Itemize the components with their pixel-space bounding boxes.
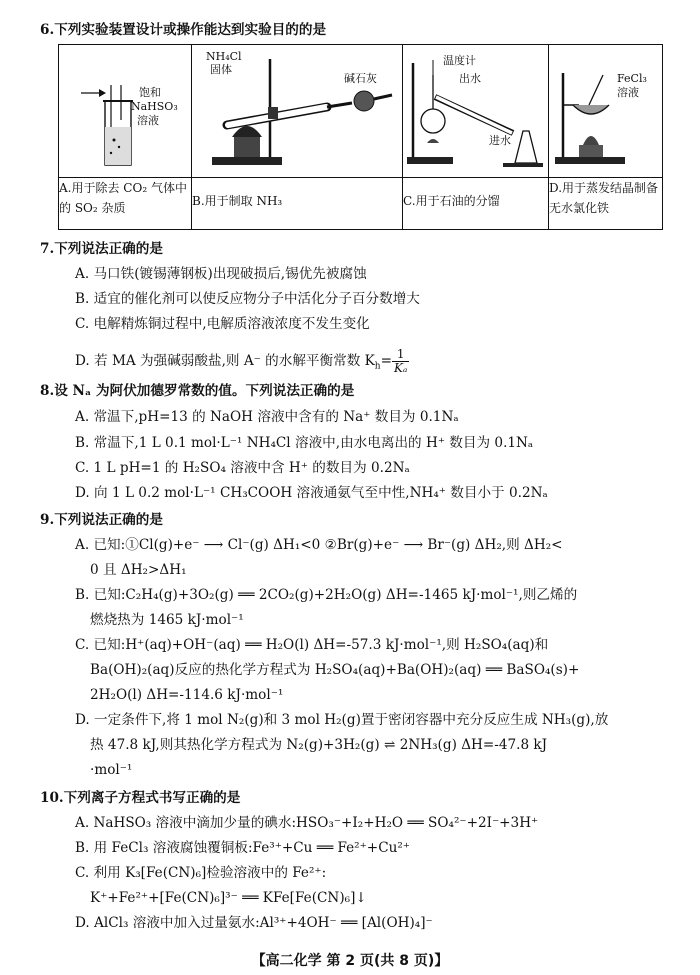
evaporation-figure bbox=[549, 45, 666, 174]
q10-option-d: D. AlCl₃ 溶液中加入过量氨水:Al³⁺+4OH⁻ ══ [Al(OH)₄]⁻ bbox=[75, 915, 433, 931]
q7-option-b: B. 适宜的催化剂可以使反应物分子中活化分子百分数增大 bbox=[75, 291, 420, 307]
q9-option-c-line1: C. 已知:H⁺(aq)+OH⁻(aq) ══ H₂O(l) ΔH=-57.3 kJ·mol⁻¹,则 H₂SO₄(aq)和 bbox=[75, 637, 549, 653]
q7-equals: = bbox=[380, 353, 392, 369]
q6-stem: 6.下列实验装置设计或操作能达到实验目的的是 bbox=[40, 22, 327, 38]
q7-option-c: C. 电解精炼铜过程中,电解质溶液浓度不发生变化 bbox=[75, 316, 370, 332]
label-water-out: 出水 bbox=[459, 72, 481, 85]
q9-option-b-line1: B. 已知:C₂H₄(g)+3O₂(g) ══ 2CO₂(g)+2H₂O(g) ΔH=-1465 kJ·mol⁻¹,则乙烯的 bbox=[75, 587, 578, 603]
label-solid: 固体 bbox=[210, 63, 232, 76]
label-nahso3: NaHSO₃ bbox=[131, 100, 178, 113]
caption-a: A.用于除去 CO₂ 气体中的 SO₂ 杂质 bbox=[59, 178, 192, 230]
q9-option-b-line2: 燃烧热为 1465 kJ·mol⁻¹ bbox=[90, 612, 244, 628]
q7-stem: 7.下列说法正确的是 bbox=[40, 241, 163, 257]
figure-a-cell bbox=[59, 45, 192, 178]
q10-option-a: A. NaHSO₃ 溶液中滴加少量的碘水:HSO₃⁻+I₂+H₂O ══ SO₄²⁻+2I⁻+3H⁺ bbox=[75, 815, 539, 831]
figure-a bbox=[59, 45, 191, 174]
label-fecl3: FeCl₃ bbox=[617, 72, 647, 85]
figure-b-cell bbox=[192, 45, 403, 178]
q7-fraction bbox=[392, 348, 409, 375]
q9-option-a-line1: A. 已知:①Cl(g)+e⁻ ⟶ Cl⁻(g) ΔH₁<0 ②Br(g)+e⁻ ⟶ Br⁻(g) ΔH₂,则 ΔH₂< bbox=[75, 537, 563, 553]
q9-option-c-line3: 2H₂O(l) ΔH=-114.6 kJ·mol⁻¹ bbox=[90, 687, 284, 703]
figure-d bbox=[549, 45, 662, 174]
q10-option-c-line1: C. 利用 K₃[Fe(CN)₆]检验溶液中的 Fe²⁺: bbox=[75, 865, 327, 881]
figure-d-cell bbox=[549, 45, 663, 178]
q7-fraction-denominator: Kₐ bbox=[393, 361, 408, 375]
caption-d: D.用于蒸发结晶制备无水氯化铁 bbox=[549, 178, 663, 230]
page-footer: 【高二化学 第 2 页(共 8 页)】 bbox=[251, 953, 449, 969]
q8-option-c: C. 1 L pH=1 的 H₂SO₄ 溶液中含 H⁺ 的数目为 0.2Nₐ bbox=[75, 460, 410, 476]
label-fecl3-solution: 溶液 bbox=[617, 86, 639, 99]
q8-option-b: B. 常温下,1 L 0.1 mol·L⁻¹ NH₄Cl 溶液中,由水电离出的 H⁺ 数目为 0.1Nₐ bbox=[75, 435, 534, 451]
figure-c-cell bbox=[403, 45, 549, 178]
q8-option-a: A. 常温下,pH=13 的 NaOH 溶液中含有的 Na⁺ 数目为 0.1Nₐ bbox=[75, 409, 459, 425]
label-solution: 溶液 bbox=[137, 114, 159, 127]
figure-b bbox=[192, 45, 402, 174]
q8-option-d: D. 向 1 L 0.2 mol·L⁻¹ CH₃COOH 溶液通氨气至中性,NH₄⁺ 数目小于 0.2Nₐ bbox=[75, 485, 548, 501]
q7-option-d-text: D. 若 MA 为强碱弱酸盐,则 A⁻ 的水解平衡常数 K bbox=[75, 353, 375, 369]
caption-b: B.用于制取 NH₃ bbox=[192, 178, 403, 230]
figure-c bbox=[403, 45, 548, 174]
label-water-in: 进水 bbox=[489, 134, 511, 147]
q8-stem: 8.设 Nₐ 为阿伏加德罗常数的值。下列说法正确的是 bbox=[40, 383, 355, 399]
q10-stem: 10.下列离子方程式书写正确的是 bbox=[40, 790, 241, 806]
label-soda-lime: 碱石灰 bbox=[344, 72, 377, 85]
label-thermometer: 温度计 bbox=[443, 54, 476, 67]
caption-c: C.用于石油的分馏 bbox=[403, 178, 549, 230]
label-saturated: 饱和 bbox=[139, 86, 161, 99]
q9-option-d-line3: ·mol⁻¹ bbox=[90, 762, 133, 778]
q9-option-c-line2: Ba(OH)₂(aq)反应的热化学方程式为 H₂SO₄(aq)+Ba(OH)₂(aq) ══ BaSO₄(s)+ bbox=[90, 662, 580, 678]
q7-option-d bbox=[75, 348, 409, 376]
q7-kh-subscript: h bbox=[374, 361, 381, 372]
q9-option-a-line2: 0 且 ΔH₂>ΔH₁ bbox=[90, 562, 187, 578]
q9-option-d-line1: D. 一定条件下,将 1 mol N₂(g)和 3 mol H₂(g)置于密闭容器中充分反应生成 NH₃(g),放 bbox=[75, 712, 609, 728]
experiment-table bbox=[58, 44, 663, 230]
q9-option-d-line2: 热 47.8 kJ,则其热化学方程式为 N₂(g)+3H₂(g) ⇌ 2NH₃(g) ΔH=-47.8 kJ bbox=[90, 737, 548, 753]
label-nh4cl: NH₄Cl bbox=[206, 50, 242, 63]
q9-stem: 9.下列说法正确的是 bbox=[40, 512, 163, 528]
q10-option-b: B. 用 FeCl₃ 溶液腐蚀覆铜板:Fe³⁺+Cu ══ Fe²⁺+Cu²⁺ bbox=[75, 840, 410, 856]
q10-option-c-line2: K⁺+Fe²⁺+[Fe(CN)₆]³⁻ ══ KFe[Fe(CN)₆]↓ bbox=[90, 890, 367, 906]
q7-option-a: A. 马口铁(镀锡薄钢板)出现破损后,锡优先被腐蚀 bbox=[75, 266, 367, 282]
q7-fraction-numerator: 1 bbox=[392, 348, 409, 362]
